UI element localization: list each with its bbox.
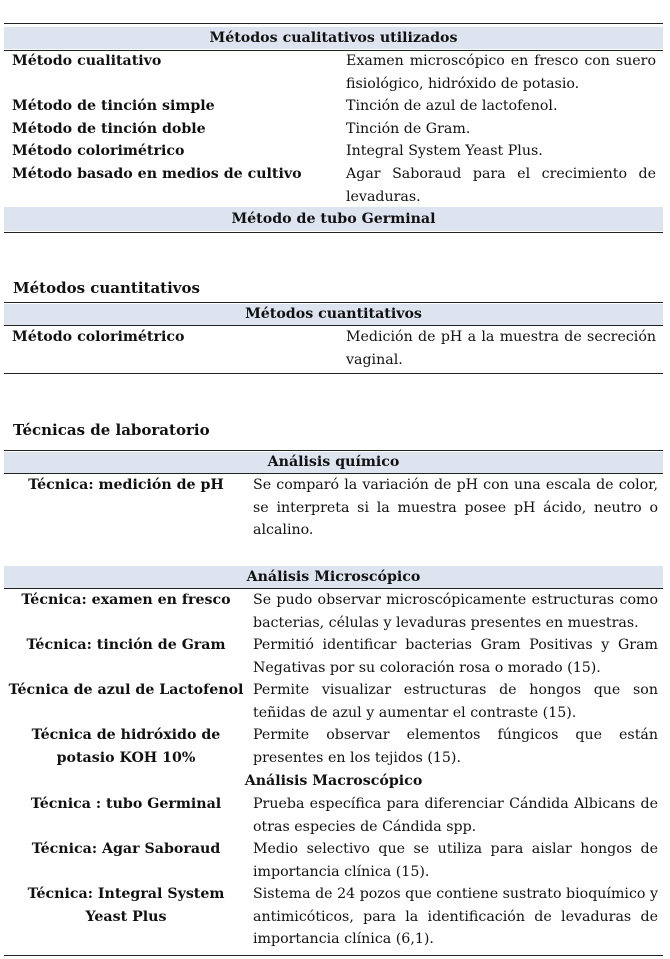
row-value: Permite observar elementos fúngicos que están presentes en los tejidos (15). [253,727,658,766]
row-label: Método de tinción doble [12,121,206,137]
row-value: Medición de pH a la muestra de secreción vaginal. [346,329,656,368]
row-value: Examen microscópico en fresco con suero fisiológico, hidróxido de potasio. [346,53,656,92]
table-bottom-rule [4,232,663,233]
row-label: Método basado en medios de cultivo [12,166,302,182]
table-top-rule [4,23,663,24]
row-value: Tinción de Gram. [346,121,471,137]
table-subheader-macroscopico: Análisis Macroscópico [244,773,423,789]
table-header-microscopico: Análisis Microscópico [4,566,663,588]
row-label: Técnica: examen en fresco [21,592,231,608]
table-header-cualitativos: Métodos cualitativos utilizados [4,27,663,49]
table-bottom-rule [4,955,663,956]
row-label: Técnica: tinción de Gram [26,637,226,653]
row-value: Sistema de 24 pozos que contiene sustrato bioquímico y antimicóticos, para la identificación de levaduras de importancia clínica (6,1). [253,886,658,947]
row-label: Método de tinción simple [12,98,215,114]
row-label: Técnica de azul de Lactofenol [8,682,244,698]
section-title-tecnicas: Técnicas de laboratorio [13,421,210,439]
row-label: Técnica de hidróxido de potasio KOH 10% [31,727,221,766]
table-header-cuantitativos: Métodos cuantitativos [4,304,663,325]
row-label: Técnica : tubo Germinal [30,796,222,812]
row-value: Permitió identificar bacterias Gram Positivas y Gram Negativas por su coloración rosa o morado (15). [253,637,658,676]
row-label: Técnica: medición de pH [28,477,224,493]
row-label: Técnica: Agar Saboraud [31,841,221,857]
row-value: Integral System Yeast Plus. [346,143,543,159]
row-value: Prueba específica para diferenciar Cándida Albicans de otras especies de Cándida spp. [253,796,658,835]
section-title-cuantitativos: Métodos cuantitativos [13,279,200,297]
table-footer-tubo-germinal: Método de tubo Germinal [4,207,663,231]
row-label: Método colorimétrico [12,329,185,345]
row-value: Agar Saboraud para el crecimiento de levaduras. [346,166,656,205]
row-value: Se comparó la variación de pH con una escala de color, se interpreta si la muestra posee pH ácido, neutro o alcalino. [253,477,658,538]
table-header-quimico: Análisis químico [4,452,663,473]
row-value: Se pudo observar microscópicamente estructuras como bacterias, células y levaduras presentes en muestras. [253,592,658,631]
row-value: Tinción de azul de lactofenol. [346,98,558,114]
row-value: Medio selectivo que se utiliza para aislar hongos de importancia clínica (15). [253,841,658,880]
row-value: Permite visualizar estructuras de hongos que son teñidas de azul y aumentar el contraste (15). [253,682,658,721]
table-bottom-rule [4,373,663,374]
table-top-rule [4,450,663,451]
row-label: Técnica: Integral System Yeast Plus [27,886,225,925]
table-top-rule [4,302,663,303]
row-label: Método colorimétrico [12,143,185,159]
row-label: Método cualitativo [12,53,162,69]
